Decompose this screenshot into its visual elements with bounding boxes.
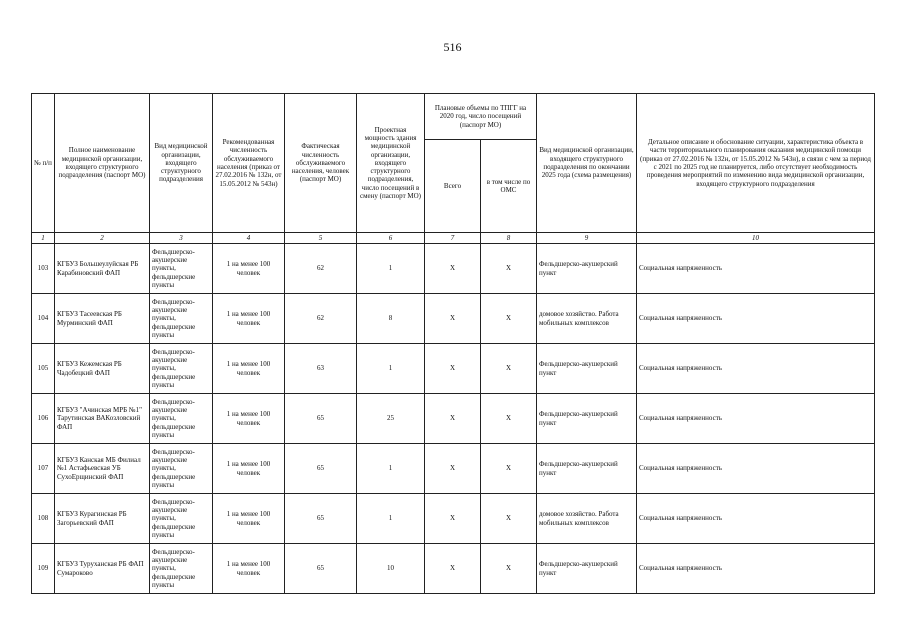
cell-planned-oms: X	[481, 244, 537, 294]
cell-type: Фельдшерско-акушерские пункты, фельдшерские пункты	[150, 544, 213, 594]
cell-type-2025: Фельдшерско-акушерский пункт	[537, 544, 637, 594]
cell-recommended: 1 на менее 100 человек	[213, 444, 285, 494]
cell-actual: 65	[285, 444, 357, 494]
cell-type: Фельдшерско-акушерские пункты, фельдшерские пункты	[150, 444, 213, 494]
cell-planned-total: X	[425, 244, 481, 294]
cell-planned-oms: X	[481, 344, 537, 394]
cell-capacity: 10	[357, 544, 425, 594]
column-number: 10	[637, 233, 875, 244]
cell-type-2025: домовое хозяйство. Работа мобильных комплексов	[537, 494, 637, 544]
cell-num: 109	[32, 544, 55, 594]
cell-type: Фельдшерско-акушерские пункты, фельдшерские пункты	[150, 244, 213, 294]
cell-actual: 65	[285, 544, 357, 594]
header-planned: Плановые объемы по ТПГГ на 2020 год, число посещений (паспорт МО)	[425, 94, 537, 140]
facilities-table	[31, 93, 875, 594]
cell-description: Социальная напряженность	[637, 544, 875, 594]
cell-description: Социальная напряженность	[637, 244, 875, 294]
cell-capacity: 25	[357, 394, 425, 444]
cell-planned-total: X	[425, 394, 481, 444]
cell-planned-total: X	[425, 294, 481, 344]
header-actual: Фактическая численность обслуживаемого населения, человек (паспорт МО)	[285, 94, 357, 233]
cell-name: КГБУЗ Большеулуйская РБ Карабиновский ФАП	[55, 244, 150, 294]
cell-capacity: 1	[357, 444, 425, 494]
cell-planned-total: X	[425, 344, 481, 394]
cell-recommended: 1 на менее 100 человек	[213, 394, 285, 444]
cell-actual: 65	[285, 494, 357, 544]
cell-name: КГБУЗ Курагинская РБ Загорьевский ФАП	[55, 494, 150, 544]
cell-type-2025: домовое хозяйство. Работа мобильных комплексов	[537, 294, 637, 344]
cell-recommended: 1 на менее 100 человек	[213, 494, 285, 544]
cell-actual: 65	[285, 394, 357, 444]
cell-actual: 63	[285, 344, 357, 394]
cell-recommended: 1 на менее 100 человек	[213, 544, 285, 594]
cell-planned-oms: X	[481, 394, 537, 444]
cell-name: КГБУЗ "Ачинская МРБ №1" Тарутинская ВАКозловский ФАП	[55, 394, 150, 444]
cell-capacity: 8	[357, 294, 425, 344]
table-row	[32, 494, 875, 544]
header-type-2025: Вид медицинской организации, входящего структурного подразделения по окончании 2025 года (схема размещения)	[537, 94, 637, 233]
cell-capacity: 1	[357, 344, 425, 394]
header-name: Полное наименование медицинской организации, входящего структурного подразделения (паспорт МО)	[55, 94, 150, 233]
header-type: Вид медицинской организации, входящего структурного подразделения	[150, 94, 213, 233]
cell-type-2025: Фельдшерско-акушерский пункт	[537, 394, 637, 444]
cell-recommended: 1 на менее 100 человек	[213, 344, 285, 394]
cell-num: 107	[32, 444, 55, 494]
header-description: Детальное описание и обоснование ситуации, характеристика объекта в части территориального планирования оказания медицинской помощи (приказ от 27.02.2016 № 132н, от 15.05.2012 № 543н), в связи с чем за период с 2021 по 2025 год не планируется, либо отсутствует необходимость проведения мероприятий по изменению вида медицинской организации, входящего структурного подразделения	[637, 94, 875, 233]
cell-num: 105	[32, 344, 55, 394]
table-row	[32, 294, 875, 344]
table-row	[32, 444, 875, 494]
column-number: 1	[32, 233, 55, 244]
cell-type-2025: Фельдшерско-акушерский пункт	[537, 244, 637, 294]
column-number: 4	[213, 233, 285, 244]
cell-planned-oms: X	[481, 544, 537, 594]
cell-planned-total: X	[425, 444, 481, 494]
cell-planned-total: X	[425, 544, 481, 594]
cell-num: 108	[32, 494, 55, 544]
cell-type: Фельдшерско-акушерские пункты, фельдшерские пункты	[150, 494, 213, 544]
header-capacity: Проектная мощность здания медицинской организации, входящего структурного подразделения, число посещений в смену (паспорт МО)	[357, 94, 425, 233]
cell-type: Фельдшерско-акушерские пункты, фельдшерские пункты	[150, 294, 213, 344]
table-row	[32, 344, 875, 394]
page-number: 516	[443, 40, 462, 54]
column-number: 3	[150, 233, 213, 244]
column-number: 5	[285, 233, 357, 244]
header-num: № п/п	[32, 94, 55, 233]
cell-description: Социальная напряженность	[637, 444, 875, 494]
header-planned-oms: в том числе по ОМС	[481, 140, 537, 233]
cell-type: Фельдшерско-акушерские пункты, фельдшерские пункты	[150, 344, 213, 394]
cell-description: Социальная напряженность	[637, 394, 875, 444]
table-row	[32, 244, 875, 294]
header-planned-total: Всего	[425, 140, 481, 233]
column-number: 2	[55, 233, 150, 244]
column-number: 8	[481, 233, 537, 244]
cell-capacity: 1	[357, 494, 425, 544]
cell-planned-total: X	[425, 494, 481, 544]
header-row	[32, 94, 875, 140]
cell-actual: 62	[285, 244, 357, 294]
table-row	[32, 544, 875, 594]
table-row	[32, 394, 875, 444]
cell-planned-oms: X	[481, 444, 537, 494]
cell-type-2025: Фельдшерско-акушерский пункт	[537, 444, 637, 494]
cell-description: Социальная напряженность	[637, 494, 875, 544]
cell-description: Социальная напряженность	[637, 294, 875, 344]
cell-type-2025: Фельдшерско-акушерский пункт	[537, 344, 637, 394]
cell-num: 104	[32, 294, 55, 344]
column-number: 7	[425, 233, 481, 244]
column-number: 6	[357, 233, 425, 244]
cell-type: Фельдшерско-акушерские пункты, фельдшерские пункты	[150, 394, 213, 444]
cell-recommended: 1 на менее 100 человек	[213, 244, 285, 294]
cell-planned-oms: X	[481, 494, 537, 544]
cell-planned-oms: X	[481, 294, 537, 344]
column-number: 9	[537, 233, 637, 244]
cell-name: КГБУЗ Туруханская РБ ФАП Сумароково	[55, 544, 150, 594]
cell-num: 106	[32, 394, 55, 444]
cell-recommended: 1 на менее 100 человек	[213, 294, 285, 344]
header-recommended: Рекомендованная численность обслуживаемого населения (приказ от 27.02.2016 № 132н, от 15.05.2012 № 543н)	[213, 94, 285, 233]
cell-name: КГБУЗ Кежемская РБ Чадобецкий ФАП	[55, 344, 150, 394]
cell-actual: 62	[285, 294, 357, 344]
column-numbers-row	[32, 233, 875, 244]
cell-num: 103	[32, 244, 55, 294]
cell-description: Социальная напряженность	[637, 344, 875, 394]
cell-capacity: 1	[357, 244, 425, 294]
cell-name: КГБУЗ Тасеевская РБ Мурминский ФАП	[55, 294, 150, 344]
cell-name: КГБУЗ Канская МБ Филиал №1 Астафьевская УБ СухоЕрщинский ФАП	[55, 444, 150, 494]
